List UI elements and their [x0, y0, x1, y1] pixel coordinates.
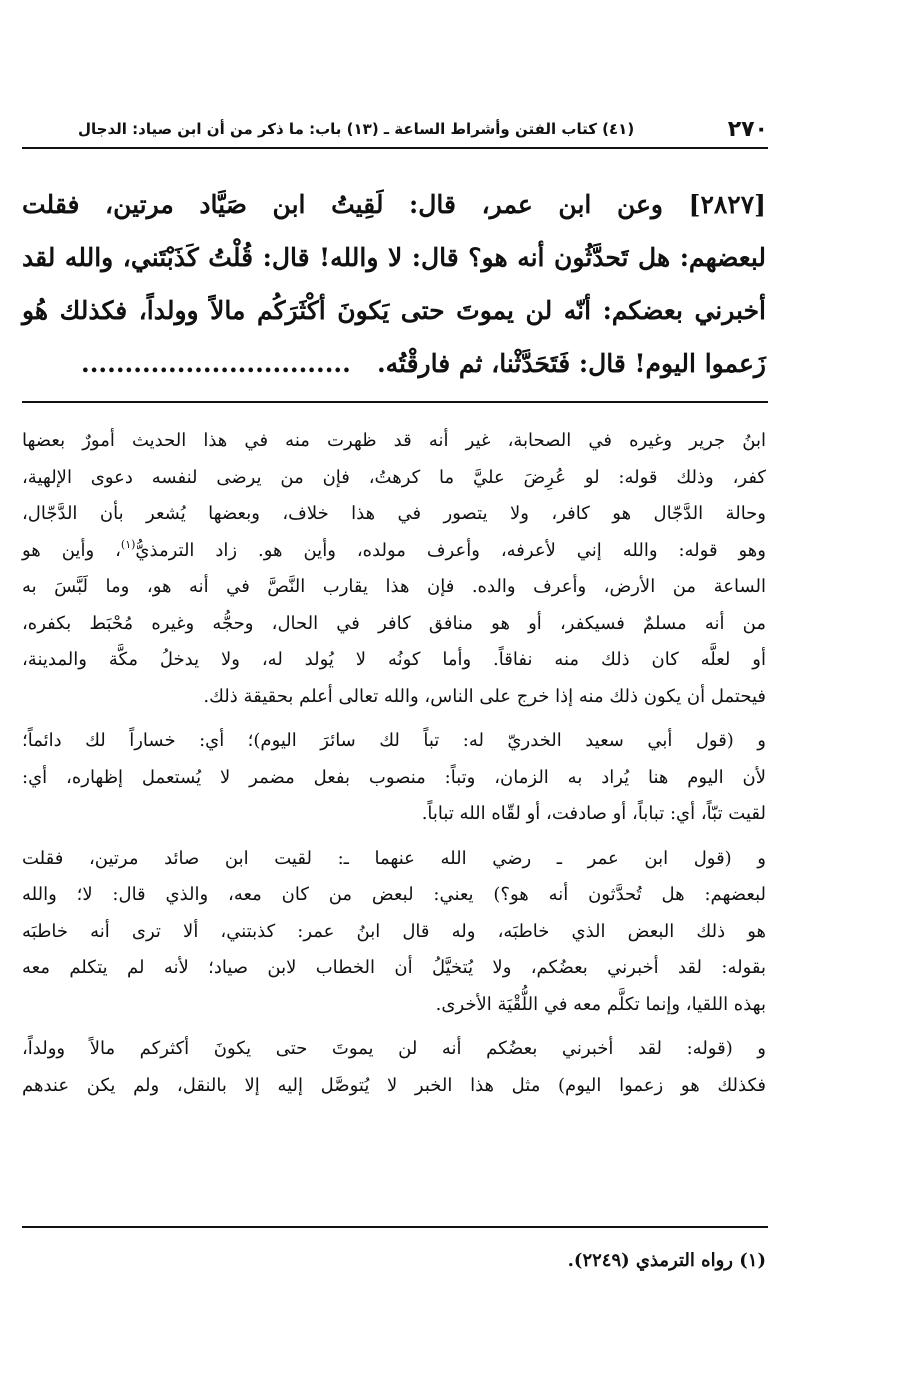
commentary-line: أو لعلَّه كان ذلك منه نفاقاً. وأما كونُه لا يُولد له، ولا يدخلُ مكَّة والمدينة، [22, 649, 766, 670]
commentary-line: لبعضهم: هل تُحدَّثون أنه هو؟) يعني: لبعض من كان معه، والذي قال: لا؛ والله [22, 884, 766, 905]
commentary-line: الساعة من الأرض، وأعرف والده. فإن هذا يقارب النَّصَّ في أنه هو، وما لَبَّسَ به [22, 576, 766, 597]
header-rule [22, 147, 768, 149]
hadith-text [22, 178, 766, 390]
section-divider [22, 401, 768, 403]
page-header [78, 114, 768, 144]
footnote-rule [22, 1226, 768, 1228]
commentary-line: ابنُ جرير وغيره في الصحابة، غير أنه قد ظهرت منه في هذا الحديث أمورٌ بعضها [22, 430, 766, 451]
commentary-line: لأن اليوم هنا يُراد به الزمان، وتباً: منصوب بفعل مضمر لا يُستعمل إظهاره، أي: [22, 766, 766, 788]
commentary-line: بقوله: لقد أخبرني بعضُكم، ولا يُتخيَّلُ أن الخطاب لابن صياد؛ لأنه لم يتكلم معه [22, 957, 766, 978]
page-number: ٢٧٠ [727, 116, 768, 142]
commentary-line: كفر، وذلك قوله: لو عُرِضَ عليَّ ما كرهتُ، فإن من يرضى لنفسه دعوى الإلهية، [22, 466, 766, 488]
paragraph-gap [22, 1023, 766, 1031]
line-text: ، وأين هو [22, 539, 121, 561]
commentary-line: وحالة الدَّجّال هو كافر، ولا يتصور في هذا خلاف، وبعضها يُشعر بأن الدَّجّال، [22, 503, 766, 524]
commentary-line: و (قول ابن عمر ـ رضي الله عنهما ـ: لقيت ابن صائد مرتين، فقلت [22, 847, 766, 869]
hadith-line: أخبرني بعضكم: أنّه لن يموتَ حتى يَكونَ أكْثَرَكُم مالاً وولداً، فكذلك هُو [22, 296, 766, 325]
footnote-reference: (١) [120, 537, 136, 551]
running-title: (٤١) كتاب الفتن وأشراط الساعة ـ (١٣) باب: ما ذكر من أن ابن صياد: الدجال [78, 120, 635, 138]
trailing-dots: ............................... [81, 349, 351, 378]
commentary-line: لقيت تبّاً، أي: تباباً، أو صادفت، أو لقّاه الله تباباً. [421, 803, 766, 824]
commentary-line: فكذلك هو زعموا اليوم) مثل هذا الخبر لا يُتوصَّل إليه إلا بالنقل، ولم يكن عندهم [22, 1074, 766, 1096]
commentary-line: و (قول أبي سعيد الخدريّ له: تباً لك سائرَ اليوم)؛ أي: خساراً لك دائماً؛ [22, 730, 766, 751]
line-text: وهو قوله: والله إني لأعرفه، وأعرف مولده، وأين هو. زاد الترمذيُّ [135, 539, 766, 561]
hadith-line: [٢٨٢٧] وعن ابن عمر، قال: لَقِيتُ ابن صَيَّاد مرتين، فقلت [22, 190, 766, 219]
commentary-text [22, 423, 766, 1104]
hadith-line: لبعضهم: هل تَحدَّثُون أنه هو؟ قال: لا والله! قال: قُلْتُ كَذَبْتَني، والله لقد [22, 243, 766, 272]
commentary-line: بهذه اللقيا، وإنما تكلَّم معه في اللُّقْيَة الأخرى. [435, 993, 766, 1015]
paragraph-gap [22, 715, 766, 723]
paragraph-gap [22, 833, 766, 841]
commentary-line: هو ذلك البعض الذي خاطبَه، وله قال ابنُ عمر: كذبتني، ألا ترى أنه خاطبَه [22, 920, 766, 942]
hadith-line-text: زَعموا اليوم! قال: فَتَحَدَّثْنا، ثم فارقْتُه. [376, 349, 766, 378]
commentary-line [22, 533, 766, 570]
hadith-line-last [22, 337, 766, 390]
commentary-line: من أنه مسلمٌ فسيكفر، أو هو منافق كافر في الحال، وحجُّه وغيره مُحْبَط بكفره، [22, 612, 766, 634]
footnote: (١) رواه الترمذي (٢٢٤٩). [567, 1250, 766, 1271]
commentary-line: و (قوله: لقد أخبرني بعضُكم أنه لن يموتَ حتى يكونَ أكثركم مالاً وولداً، [22, 1038, 766, 1059]
commentary-line: فيحتمل أن يكون ذلك منه إذا خرج على الناس، والله تعالى أعلم بحقيقة ذلك. [203, 685, 766, 707]
